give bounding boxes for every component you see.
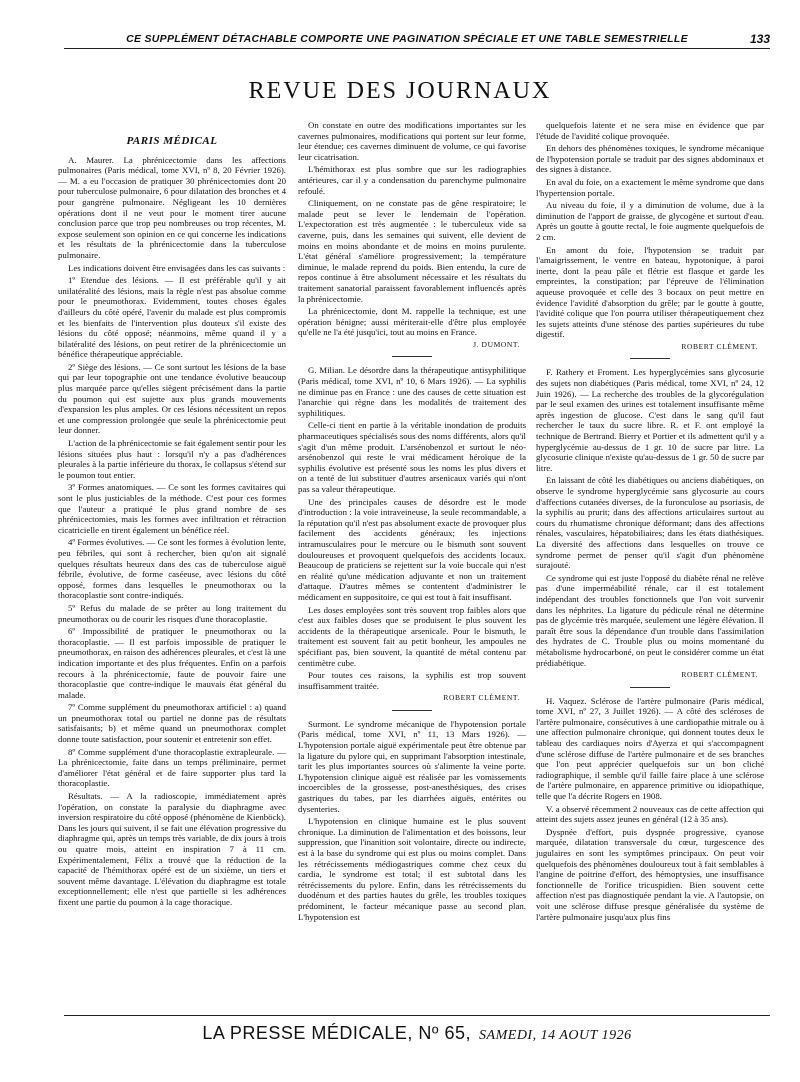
paragraph: H. Vaquez. Sclérose de l'artère pulmonaire (Paris médical, tome XVI, nº 27, 3 Juillet 1926). — A côté des scléroses de l'artère pulmonaire, consécutives à une cardiopathie mitrale ou à une affection pulmonaire chronique, qui donnent toutes deux le tableau des cardiaques noirs d'Ayerza et qui s'accompagnent d'une sclérose diffuse de l'artère pulmonaire et de ses branches que l'on peut apprécier quelquefois sur un bon cliché radiographique, il semble qu'il faille faire place à une sclérose de l'artère pulmonaire, en apparence primitive ou idiopathique, telle que l'a décrite Rogers en 1908. (536, 695, 764, 802)
paragraph: En amont du foie, l'hypotension se traduit par l'amaigrissement, le ventre en bateau, hypotonique, à paroi inerte, dont la peau pâle et flétrie est flasque et garde les empreintes, la constipation; par l'épreuve de l'élimination aqueuse provoquée et celle des 3 bocaux on peut mettre en évidence l'avidité d'absorption du grêle; par le goutte à goutte, l'avidité colique que l'on pourra utiliser thérapeutiquement chez les sujets atteints d'une sténose des parties supérieures du tube digestif. (536, 244, 764, 340)
divider (392, 356, 432, 357)
section-heading: PARIS MÉDICAL (126, 135, 218, 147)
paragraph: Cliniquement, on ne constate pas de gêne respiratoire; le malade peut se lever le lendemain de l'opération. L'expectoration est très augmentée : le tuberculeux vide sa caverne, puis, dans les semaines qui suivent, elle devient de moins en moins abondante et de moins en moins purulente. L'état général s'améliore progressivement; la température diminue, le malade reprend du poids. Bien entendu, la cure de repos continue à être absolument nécessaire et les résultats du traitement sanatorial paraissent favorablement influencés après la phrénicectomie. (298, 198, 526, 304)
signature: ROBERT CLÉMENT. (681, 341, 758, 351)
column-3 (536, 120, 764, 924)
paragraph: Surmont. Le syndrome mécanique de l'hypotension portale (Paris médical, tome XVI, nº 11, 13 Mars 1926). — L'hypotension portale aiguë expérimentale peut être obtenue par la ligature du pylore qui, en supprimant l'absorption intestinale, tarit les plus importantes sources où s'alimente la veine porte. L'hypotension clinique aiguë est réalisée par les vomissements incoercibles de la grossesse, post-anesthésiques, des crises gastriques du tabes, par les diarrhées aiguës, entérites ou dysenteries. (298, 718, 526, 814)
paragraph: On constate en outre des modifications importantes sur les cavernes pulmonaires, modifications qui portent sur leur forme, leur étendue; ces cavernes diminuent de volume, ce qui favorise leur cicatrisation. (298, 120, 526, 162)
paragraph: Résultats. — A la radioscopie, immédiatement après l'opération, on constate la paralysie du diaphragme avec inversion respiratoire du côté opposé (phénomène de Kienböck). Dans les jours qui suivent, il se fait une élévation progressive du diaphragme qui, après un temps très variable, de dix jours à trois ou quatre mois, atteint en inspiration 7 à 11 cm. Expérimentalement, Félix a trouvé que la réduction de la capacité de l'hémithorax opéré est de un sixième, un tiers et souvent même davantage. L'élévation du diaphragme est totale exceptionnellement; elle n'est que partielle si les adhérences fixent une partie du poumon à la cage thoracique. (58, 791, 286, 907)
paragraph: 6º Impossibilité de pratiquer le pneumothorax ou la thoracoplastie. — Il est parfois impossible de pratiquer le pneumothorax, en raison des adhérences pleurales, et c'est là une indication importante et des plus fréquentes. Enfin on a parfois recours à la phrénicectomie, faute de pouvoir faire une thoracoplastie que contre-indique le mauvais état général du malade. (58, 626, 287, 700)
paragraph: 5º Refus du malade de se prêter au long traitement du pneumothorax ou de courir les risques d'une thoracoplastie. (58, 602, 286, 624)
signature: ROBERT CLÉMENT. (443, 693, 520, 703)
paragraph: Dyspnée d'effort, puis dyspnée progressive, cyanose marquée, dilatation transversale du cœur, turgescence des jugulaires en sont les symptômes principaux. On peut voir quelquefois des phénomènes douloureux tout à fait semblables à l'angine de poitrine d'effort, des hémoptysies, une insuffisance fonctionnelle de l'orifice tricuspidien. Bien souvent cette affection n'est pas diagnostiquée pendant la vie. A l'autopsie, on voit une sclérose diffuse presque généralisée du système de l'artère pulmonaire jusqu'aux plus fins (536, 826, 764, 922)
divider (630, 358, 670, 359)
paragraph: A. Maurer. La phrénicectomie dans les affections pulmonaires (Paris médical, tome XVI, nº 8, 20 Février 1926). — M. a eu l'occasion de pratiquer 30 phrénicectomies dont 20 pour tuberculose pulmonaire, 6 pour dilatation des bronches et 4 pour gangrène pulmonaire. Négligeant les 10 dernières opérations dont il ne veut pour le moment tirer aucune conclusion parce que trop peu nombreuses ou trop récentes, M. expose seulement son opinion en ce qui concerne les indications et les résultats de la phrénicectomie dans la tuberculose pulmonaire. (58, 154, 286, 260)
paragraph: L'hypotension en clinique humaine est le plus souvent chronique. La diminution de l'alimentation et des boissons, leur suppression, que l'inanition soit volontaire, directe ou indirecte, est à la base du syndrome qui est plus ou moins complet. Dans les rétrécissements médiogastriques comme chez ceux du cardia, le syndrome est total; il est subtotal dans les rétrécissements du pylore. Enfin, dans les rétrécissements du duodénum et des parties hautes du grêle, les troubles toxiques prédominent, le facteur mécanique passe au second plan. L'hypotension est (298, 816, 526, 922)
divider (630, 687, 670, 688)
paragraph: 3º Formes anatomiques. — Ce sont les formes cavitaires qui sont le plus justiciables de la méthode. C'est pour ces formes que l'auteur a pratiqué le plus grand nombre de ses phrénicectomies, mais les formes avec infiltration et rétraction cicatricielle en tirent également un bénéfice réel. (58, 482, 286, 535)
page-footer (64, 1015, 770, 1044)
page-number: 133 (749, 32, 770, 46)
paragraph: En aval du foie, on a exactement le même syndrome que dans l'hypertension portale. (536, 176, 764, 198)
paragraph: Au niveau du foie, il y a diminution de volume, due à la diminution de l'apport de graisse, de glycogène et surtout d'eau. Après un goutte à goutte rectal, le foie augmente quelquefois de 2 cm. (536, 200, 764, 242)
issue-date: SAMEDI, 14 AOUT 1926 (479, 1028, 632, 1043)
paragraph: Celle-ci tient en partie à la véritable inondation de produits pharmaceutiques spécialisés sous des noms différents, alors qu'il s'agit d'un même produit. L'arsénobenzol et surtout le néo-arsénobenzol qui reste le vrai médicament héroïque de la syphilis évolutive est présenté sous les noms les plus divers et on a tenté de lui substituer d'autres arsenicaux variés qui n'ont pas sa valeur thérapeutique. (298, 420, 526, 494)
paragraph: 2º Siège des lésions. — Ce sont surtout les lésions de la base qui par leur topographie ont une tendance évolutive beaucoup plus marquée parce qu'elles siègent précisément dans la partie du poumon qui est sujette aux plus grands mouvements d'expansion les plus amples. Or ces lésions nécessitent un repos et une compression prolongée que seule la phrénicectomie peut leur donner. (58, 361, 286, 436)
paragraph: F. Rathery et Froment. Les hyperglycémies sans glycosurie des sujets non diabétiques (Paris médical, tome XVI, nº 24, 12 Juin 1926). — La recherche des troubles de la glycorégulation par le seul examen des urines est totalement insuffisante même après ingestion de glucose. C'est dans le sang qu'il faut rechercher le taux du sucre libre. R. et F. ont employé la technique de Bertrand. Bierry et Portier et ils admettent qu'il y a hyperglycémie au-dessus de 1 gr. 10 de sucre par litre. La glycosurie clinique n'existe qu'au-dessus de 1 gr. 50 de sucre par litre. (536, 367, 764, 473)
supplement-notice: CE SUPPLÉMENT DÉTACHABLE COMPORTE UNE PAGINATION SPÉCIALE ET UNE TABLE SEMESTRIELLE (126, 33, 688, 45)
paragraph: En laissant de côté les diabétiques ou anciens diabétiques, on observe le syndrome hyperglycémie sans glycosurie au cours d'affections cutanées diverses, de la furonculose au psoriasis, de la syphilis au prurit; dans des affections articulaires surtout au cours du rhumatisme chronique déformant; dans des affections rénales, vasculaires, hépatobiliaires; dans les états diathésiques. La diversité des affections dans lesquelles on trouve ce syndrome permet de penser qu'il s'agit d'un phénomène surajouté. (536, 475, 764, 571)
signature: ROBERT CLÉMENT. (681, 670, 758, 680)
paragraph: V. a observé récemment 2 nouveaux cas de cette affection qui atteint des sujets assez jeunes en général (12 à 35 ans). (536, 803, 764, 825)
journal-name: LA PRESSE MÉDICALE, Nº 65, (202, 1023, 472, 1043)
paragraph: 8º Comme supplément d'une thoracoplastie extrapleurale. — La phrénicectomie, faite dans un temps préliminaire, permet d'améliorer l'état général et de faire supporter plus tard la thoracoplastie. (58, 746, 286, 789)
paragraph: L'action de la phrénicectomie se fait également sentir pour les lésions situées plus haut : lorsqu'il n'y a pas d'adhérences pleurales à la partie inférieure du thorax, le collapsus s'étend sur le poumon tout entier. (58, 438, 286, 480)
paragraph: L'hémithorax est plus sombre que sur les radiographies antérieures, car il y a condensation du parenchyme pulmonaire refoulé. (298, 164, 526, 196)
column-1 (58, 120, 286, 910)
paragraph: Pour toutes ces raisons, la syphilis est trop souvent insuffisamment traitée. (298, 670, 526, 691)
column-2 (298, 120, 526, 924)
paragraph: La phrénicectomie, dont M. rappelle la technique, est une opération bénigne; aussi mériterait-elle d'être plus employée qu'elle ne l'a été jusqu'ici, tout au moins en France. (298, 306, 526, 338)
paragraph: 7º Comme supplément du pneumothorax artificiel : a) quand un pneumothorax total ou partiel ne donne pas de résultats satisfaisants; b) et même quand un pneumothorax complet donne toute satisfaction, pour soutenir et entretenir son effet. (58, 702, 286, 745)
paragraph: Les doses employées sont très souvent trop faibles alors que c'est aux faibles doses que se produisent le plus souvent les accidents de la thérapeutique arsenicale. Pour le bismuth, le traitement est souvent fait au petit bonheur, les ampoules ne spécifiant pas, bien souvent, la quantité de métal contenu par centimètre cube. (298, 604, 526, 668)
divider (392, 710, 432, 711)
paragraph: Ce syndrome qui est juste l'opposé du diabète rénal ne relève pas d'une imperméabilité rénale, car il est totalement indépendant des troubles fonctionnels que l'on voit survenir dans les néphrites. La ligature du pédicule rénal ne détermine pas de glycémie très marquée, seulement une légère élévation. Il paraît être sous la dépendance d'un trouble dans l'assimilation des hydrates de C. Trouble plus ou moins momentané du métabolisme hydrocarboné, on peut le considérer comme un état prédiabétique. (536, 572, 764, 668)
paragraph: 1º Etendue des lésions. — Il est préférable qu'il y ait unilatéralité des lésions, mais la règle n'est pas absolue comme pour le pneumothorax. Evidemment, toutes choses égales d'ailleurs du côté opéré, l'avenir du malade est plus compromis et les bienfaits de l'intervention plus douteux s'il existe des lésions du côté opposé; néanmoins, même quand il y a bilatéralité des lésions, on peut retirer de la phrénicectomie un bénéfice thérapeutique appréciable. (58, 275, 286, 360)
page-title: REVUE DES JOURNAUX (248, 78, 552, 104)
paragraph: Les indications doivent être envisagées dans les cas suivants : (68, 262, 286, 273)
signature: J. DUMONT. (473, 339, 520, 349)
paragraph: 4º Formes évolutives. — Ce sont les formes à évolution lente, peu fébriles, qui sont à rechercher, bien qu'on ait signalé quelques résultats heureux dans des cas de tuberculose aiguë fébrile, évolutive, de forme caséeuse, avec lésions du côté opposé, formes dans lesquelles le pneumothorax ou la thoracoplastie sont contre-indiqués. (58, 537, 286, 601)
page-header (64, 30, 770, 49)
paragraph: En dehors des phénomènes toxiques, le syndrome mécanique de l'hypotension portale se traduit par des signes abdominaux et des signes à distance. (536, 143, 764, 175)
paragraph: G. Milian. Le désordre dans la thérapeutique antisyphilitique (Paris médical, tome XVI, nº 10, 6 Mars 1926). — La syphilis ne diminue pas en France : une des causes de cette situation est l'anarchie qui règne dans les modalités de traitement des syphilitiques. (298, 365, 526, 418)
paragraph: quelquefois latente et ne sera mise en évidence que par l'étude de l'avidité colique provoquée. (536, 120, 764, 141)
paragraph: Une des principales causes de désordre est le mode d'introduction : la voie intraveineuse, la seule recommandable, a la réputation qu'il n'est pas absolument exacte de provoquer plus facilement des accidents généraux; les injections intramusculaires pour le mercure ou le bismuth sont souvent douloureuses et provoquent quelquefois des accidents locaux. Beaucoup de praticiens se rejettent sur la voie buccale qui n'est en réalité qu'une médication adjuvante et non un traitement d'attaque. D'autres mêmes se contentent d'administrer le médicament en suppositoire, ce qui est tout à fait insuffisant. (298, 496, 526, 602)
